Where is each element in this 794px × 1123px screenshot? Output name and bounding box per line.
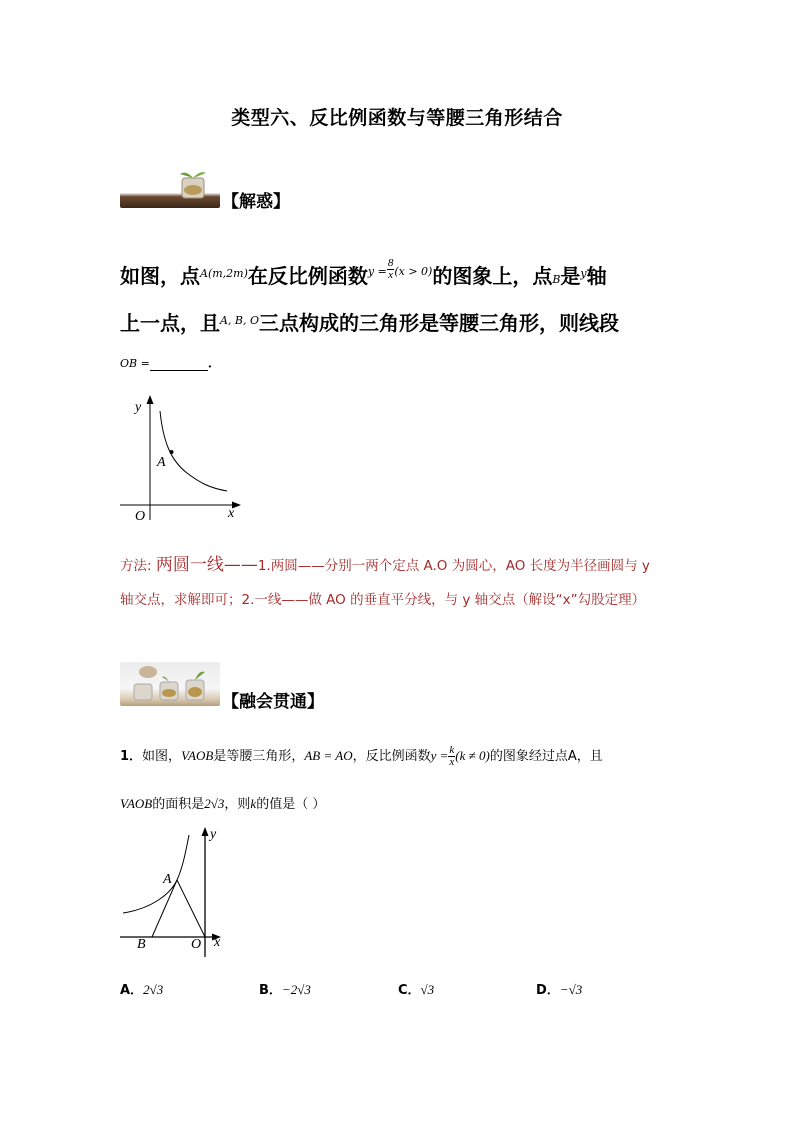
point-a-label: A xyxy=(157,455,166,470)
question-number: 1． xyxy=(120,749,143,764)
axis-label-x: x xyxy=(214,935,221,950)
func-y: y = xyxy=(430,748,449,763)
section-banner-image-2 xyxy=(120,662,220,706)
method-line-2: 轴交点，求解即可；2.一线——做 AO 的垂直平分线，与 y 轴交点（解设“x”勾股定理） xyxy=(120,592,646,608)
text: ，则 xyxy=(224,797,251,812)
text: ，反比例函数 xyxy=(352,749,431,764)
point-b: B xyxy=(552,273,561,286)
triangle-aob: VAOB xyxy=(181,748,214,763)
axis-label-x: x xyxy=(228,506,235,521)
option-b[interactable] xyxy=(259,979,311,998)
problem-line-1 xyxy=(120,257,607,289)
option-letter: A． xyxy=(120,983,144,998)
point-a-label: A xyxy=(163,872,172,887)
answer-blank[interactable] xyxy=(150,356,208,371)
func-condition: (x > 0) xyxy=(394,265,433,278)
problem-line-3 xyxy=(120,352,221,371)
method-label: 方法: xyxy=(120,558,156,574)
section-heading-jiehuo: 【解惑】 xyxy=(222,192,290,212)
denominator: x xyxy=(388,269,394,281)
numerator: 8 xyxy=(387,257,394,269)
method-line-1 xyxy=(120,548,680,583)
text: 轴 xyxy=(586,264,607,288)
option-value: √3 xyxy=(420,982,435,997)
method-title: 两圆一线—— xyxy=(155,555,258,575)
origin-label: O xyxy=(135,509,146,524)
text: 在反比例函数 xyxy=(247,264,368,288)
page-title: 类型六、反比例函数与等腰三角形结合 xyxy=(231,107,563,129)
axis-label-y: y xyxy=(210,827,217,842)
text: 的值是（ ） xyxy=(256,797,326,812)
coin-jars-icon xyxy=(120,662,220,706)
figure-isosceles-triangle xyxy=(115,825,245,960)
section-heading-ronghui: 【融会贯通】 xyxy=(222,692,324,712)
option-value: 2√3 xyxy=(143,982,164,997)
text: 是等腰三角形， xyxy=(213,749,305,764)
option-value: −2√3 xyxy=(281,982,311,997)
method-rest: 1.两圆——分别一两个定点 A.O 为圆心，AO 长度为半径画圆与 y xyxy=(257,558,650,574)
option-a[interactable] xyxy=(120,979,163,998)
func-y: y = xyxy=(367,265,387,278)
option-letter: C． xyxy=(398,983,421,998)
func-condition: (k ≠ 0) xyxy=(455,748,490,763)
triangle-aob: VAOB xyxy=(120,796,153,811)
question-1-line-2 xyxy=(120,793,325,812)
text: 的图象上，点 xyxy=(432,264,553,288)
method-text xyxy=(120,548,680,617)
option-d[interactable] xyxy=(536,979,582,998)
option-letter: B． xyxy=(259,983,282,998)
question-1-line-1 xyxy=(120,745,603,768)
figure-hyperbola-point-a xyxy=(115,395,245,525)
period: ． xyxy=(207,356,221,371)
text: 是 xyxy=(560,264,581,288)
problem-line-2 xyxy=(120,307,619,336)
segment-ob: OB = xyxy=(120,357,150,370)
origin-label: O xyxy=(191,937,202,952)
text: 三点构成的三角形是等腰三角形，则线段 xyxy=(259,311,620,335)
text: 如图， xyxy=(142,749,182,764)
numerator: k xyxy=(449,744,455,756)
section-banner-image xyxy=(120,170,220,208)
axis-y: y xyxy=(580,267,587,280)
point-a-coord: A(m,2m) xyxy=(200,267,248,280)
equation-ab-ao: AB = AO xyxy=(304,748,353,763)
option-value: −√3 xyxy=(559,982,583,997)
option-letter: D． xyxy=(536,983,560,998)
text: 上一点，且 xyxy=(120,311,220,335)
text: 的图象经过点A，且 xyxy=(489,749,603,764)
axis-label-y: y xyxy=(135,400,142,415)
denominator: x xyxy=(449,756,455,768)
points-abo: A, B, O xyxy=(220,314,260,327)
text: 的面积是 xyxy=(152,797,205,812)
area-value: 2√3 xyxy=(204,796,225,811)
plant-jar-icon xyxy=(120,170,220,208)
variable-k: k xyxy=(250,796,257,811)
point-b-label: B xyxy=(137,937,146,952)
text: 如图，点 xyxy=(120,264,200,288)
option-c[interactable] xyxy=(398,979,434,998)
